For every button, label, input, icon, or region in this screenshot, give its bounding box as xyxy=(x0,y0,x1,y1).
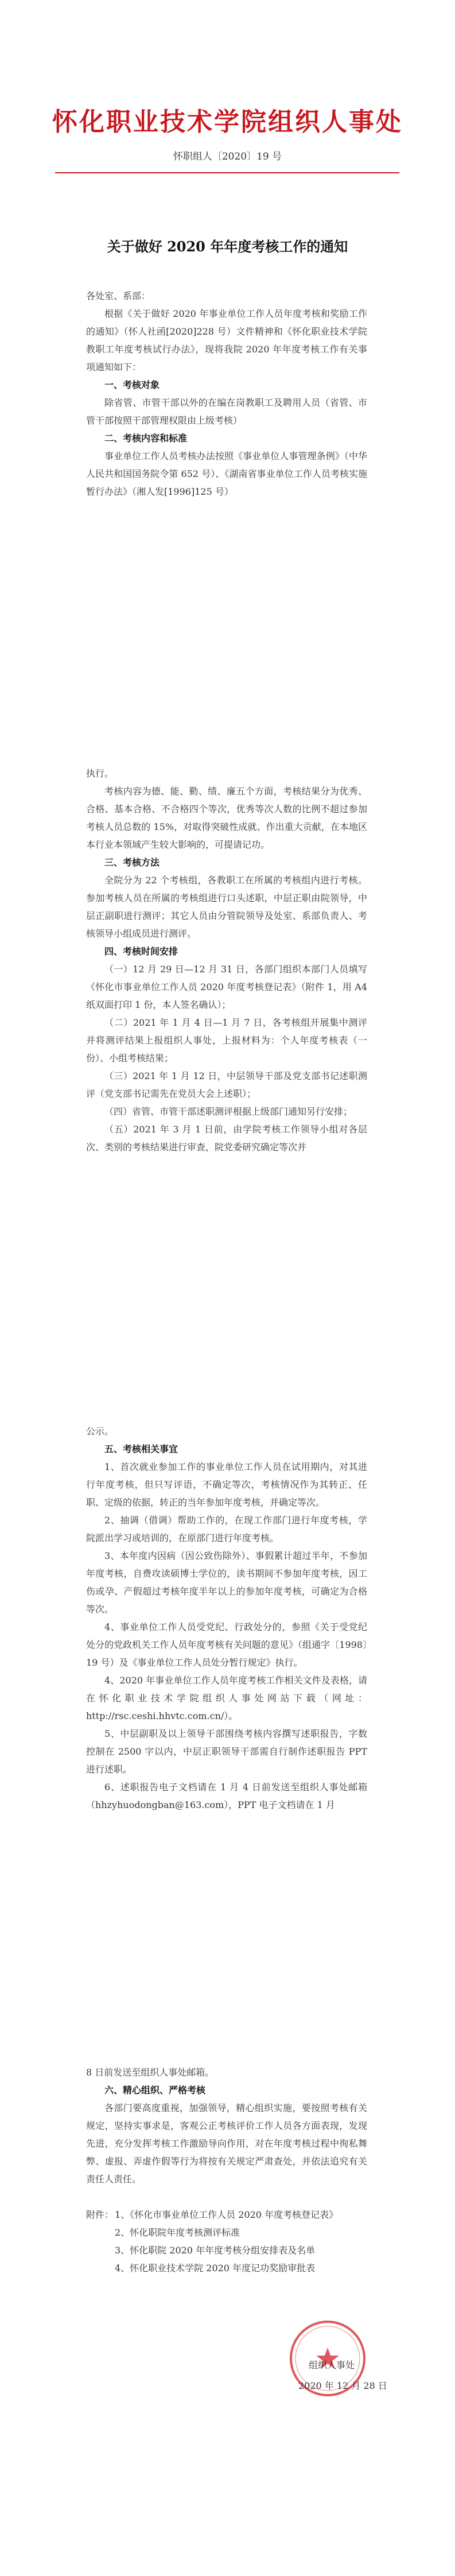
section-2-text-c: 考核内容为德、能、勤、绩、廉五个方面，考核结果分为优秀、合格、基本合格、不合格四个等次，优秀等次人数的比例不超过参加考核人员总数的 15%，对取得突破性成就、作出重大贡献，在本地区本行业本领域产生较大影响的，可提请记功。 xyxy=(86,786,367,850)
section-4-heading: 四、考核时间安排 xyxy=(104,946,178,957)
schedule-item-5: （五）2021 年 3 月 1 日前，由学院考核工作领导小组对各层次、类别的考核结果进行审查，院党委研究确定等次并 xyxy=(86,1124,367,1153)
section-6-heading: 六、精心组织、严格考核 xyxy=(104,2085,206,2096)
page-3-body xyxy=(86,1422,367,1814)
attachments-list xyxy=(86,2206,367,2277)
schedule-item-2: （二）2021 年 1 月 4 日—1 月 7 日，各考核组开展集中测评并将测评结果上报组织人事处，上报材料为：个人年度考核表（一份）、小组考核结果； xyxy=(86,1017,367,1064)
schedule-item-1: （一）12 月 29 日—12 月 31 日，各部门组织本部门人员填写《怀化市事业单位工作人员 2020 年度考核登记表》（附件 1，用 A4 纸双面打印 1 份，本人签名确认）； xyxy=(86,964,367,1010)
section-2-text-b: 执行。 xyxy=(86,768,114,779)
matter-item-5 xyxy=(86,1671,367,1725)
intro-paragraph: 根据《关于做好 2020 年事业单位工作人员年度考核和奖励工作的通知》（怀人社函[2020]228 号）文件精神和《怀化职业技术学院教职工年度考核试行办法》，现将我院 2020 年年度考核工作有关事项通知如下： xyxy=(86,308,367,373)
section-6-text: 各部门要高度重视，加强领导，精心组织实施，要按照考核有关规定，坚持实事求是，客观公正考核评价工作人员各方面表现，发现先进，充分发挥考核工作激励导向作用，对在年度考核过程中徇私舞弊、虚报、弄虚作假等行为将按有关规定严肃查处，并依法追究有关责任人责任。 xyxy=(86,2102,367,2185)
schedule-item-4: （四）省管、市管干部述职测评根据上级部门通知另行安排； xyxy=(104,1106,353,1117)
schedule-item-3: （三）2021 年 1 月 12 日，中层领导干部及党支部书记述职测评（党支部书记需先在党员大会上述职）； xyxy=(86,1070,367,1099)
page-2-body xyxy=(86,765,367,1156)
section-3-heading: 三、考核方法 xyxy=(104,857,160,868)
attachment-item-1[interactable]: 1、《怀化市事业单位工作人员 2020 年度考核登记表》 xyxy=(115,2209,339,2220)
section-1-heading: 一、考核对象 xyxy=(104,379,160,390)
section-3-text: 全院分为 22 个考核组，各教职工在所属的考核组内进行考核。参加考核人员在所属的考核组进行口头述职，中层正职由院领导，中层正副职进行测评；其它人员由分管院领导及处室、系部负责人、考核领导小组成员进行测评。 xyxy=(86,875,367,939)
red-divider-line xyxy=(55,172,399,173)
signature-org: 组织人事处 xyxy=(309,2360,355,2371)
matter-item-2: 2、抽调（借调）帮助工作的，在现工作部门进行年度考核，学院派出学习或培训的，在原部门进行年度考核。 xyxy=(86,1515,367,1543)
attachment-item-2[interactable]: 2、怀化职院年度考核测评标准 xyxy=(115,2227,240,2238)
download-url-link[interactable]: http://rsc.ceshi.hhvtc.com.cn/ xyxy=(86,1710,224,1721)
org-header-title: 怀化职业技术学院组织人事处 xyxy=(52,107,403,137)
matter-item-1: 1、首次就业参加工作的事业单位工作人员在试用期内，对其进行年度考核，但只写评语，不确定等次，考核情况作为其转正、任职、定级的依据，转正的当年参加年度考核，并确定等次。 xyxy=(86,1461,367,1508)
attachments-label: 附件： xyxy=(86,2209,114,2220)
spacer xyxy=(86,2188,367,2206)
matter-item-4: 4、事业单位工作人员受党纪、行政处分的，参照《关于受党纪处分的党政机关工作人员年度考核有关问题的意见》（组通字〔1998〕19 号）及《事业单位工作人员处分暂行规定》执行。 xyxy=(86,1621,367,1668)
page-1-body xyxy=(86,287,367,501)
page-4-body xyxy=(86,2063,367,2277)
signature-date: 2020 年 12 月 28 日 xyxy=(298,2380,387,2391)
matter-item-7-tail: ），PPT 电子文档请在 1 月 xyxy=(224,1799,335,1810)
section-2-text-a: 事业单位工作人员考核办法按照《事业单位人事管理条例》（中华人民共和国国务院令第 652 号）、《湖南省事业单位工作人员考核实施暂行办法》（湘人发[1996]125 号） xyxy=(86,451,367,497)
matter-item-3: 3、本年度内因病（因公致伤除外）、事假累计超过半年，不参加年度考核，自费攻读硕博士学位的，读书期间不参加年度考核，因工伤或孕、产假超过考核年度半年以上的参加年度考核，可确定为合格等次。 xyxy=(86,1550,367,1615)
email-link[interactable]: hhzyhuodongban@163.com xyxy=(95,1799,224,1810)
section-2-heading: 二、考核内容和标准 xyxy=(104,433,188,444)
matter-item-5-text: 4、2020 年事业单位工作人员年度考核工作相关文件及表格，请在怀化职业技术学院组织人事处网站下载（网址： xyxy=(86,1675,367,1704)
matter-item-5-tail: ）。 xyxy=(224,1710,238,1721)
signature-block xyxy=(275,2319,390,2405)
salutation: 各处室、系部： xyxy=(86,290,151,301)
attachment-item-4[interactable]: 4、怀化职业技术学院 2020 年度记功奖励审批表 xyxy=(115,2263,316,2274)
document-number: 怀职组人〔2020〕19 号 xyxy=(173,151,282,162)
matter-item-7 xyxy=(86,1778,367,1814)
matter-item-7-text: 6、述职报告电子文档请在 1 月 4 日前发送至组织人事处邮箱（ xyxy=(86,1782,367,1810)
schedule-continuation: 公示。 xyxy=(86,1426,114,1437)
attachment-item-3[interactable]: 3、怀化职院 2020 年年度考核分组安排表及名单 xyxy=(115,2245,316,2256)
section-1-text: 除省管、市管干部以外的在编在岗教职工及聘用人员（省管、市管干部按照干部管理权限由上级考核） xyxy=(86,397,367,426)
section-5-heading: 五、考核相关事宜 xyxy=(104,1444,178,1454)
document-title: 关于做好 2020 年年度考核工作的通知 xyxy=(107,238,348,255)
matter-item-6: 5、中层副职及以上领导干部围绕考核内容撰写述职报告，字数控制在 2500 字以内，中层正职领导干部需自行制作述职报告 PPT 进行述职。 xyxy=(86,1728,367,1775)
matter-item-7-continuation: 8 日前发送至组织人事处邮箱。 xyxy=(86,2067,215,2078)
